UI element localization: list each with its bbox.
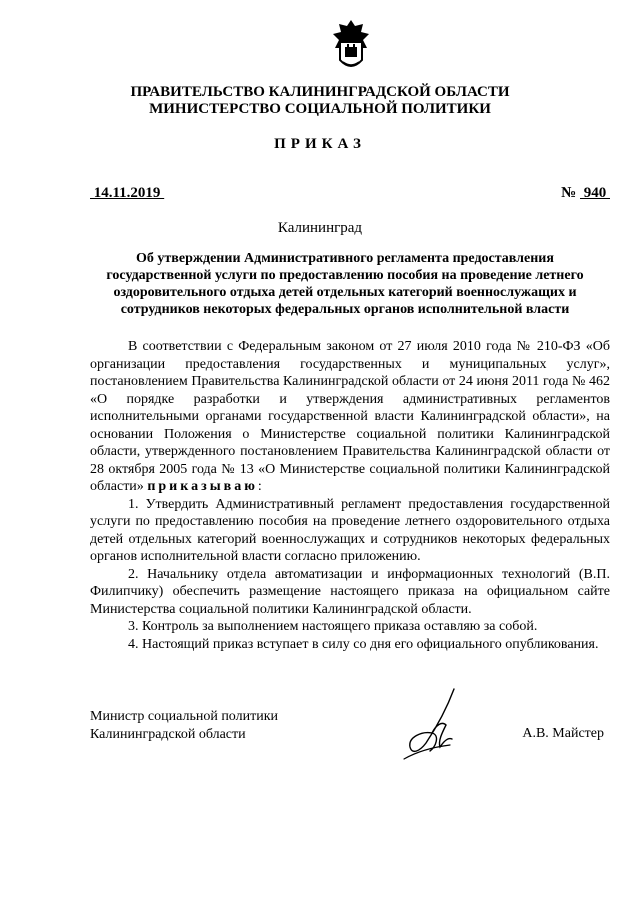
position-line-2: Калининградской области: [90, 727, 246, 742]
item-3: 3. Контроль за выполнением настоящего приказа оставляю за собой.: [128, 619, 538, 634]
coat-of-arms-icon: [327, 18, 375, 74]
order-title: Об утверждении Административного регламента предоставления государственной услуги по предоставлению пособия на проведение летнего оздоровительного отдыха детей отдельных категорий военнослужащих и сотрудников некоторых федеральных органов исполнительной власти: [106, 251, 584, 317]
city: Калининград: [277, 220, 363, 236]
order-number: [561, 185, 610, 202]
signatory-position: [90, 708, 278, 744]
org-line-2: МИНИСТЕРСТВО СОЦИАЛЬНОЙ ПОЛИТИКИ: [149, 101, 491, 117]
item-2: 2. Начальнику отдела автоматизации и информационных технологий (В.П. Филипчику) обеспечить размещение настоящего приказа на официальном сайте Министерства социальной политики Калининградской области.: [90, 566, 610, 617]
handwritten-signature: [392, 685, 472, 765]
order-body: [90, 338, 610, 653]
order-word: приказываю: [147, 479, 258, 494]
number-value: 940: [580, 185, 610, 201]
preamble-paragraph: [90, 338, 610, 496]
order-date: 14.11.2019: [90, 185, 165, 201]
item-1: 1. Утвердить Административный регламент предоставления государственной услуги по предоставлению пособия на проведение летнего оздоровительного отдыха детей отдельных категорий военнослужащих и сотрудников некоторых федеральных органов исполнительной власти согласно приложению.: [90, 496, 610, 564]
org-line-1: ПРАВИТЕЛЬСТВО КАЛИНИНГРАДСКОЙ ОБЛАСТИ: [130, 84, 510, 100]
order-colon: :: [257, 479, 262, 494]
number-prefix: №: [561, 185, 580, 201]
document-type: ПРИКАЗ: [274, 136, 366, 152]
preamble-text: В соответствии с Федеральным законом от 27 июля 2010 года № 210-ФЗ «Об организации предоставления государственных и муниципальных услуг», постановлением Правительства Калининградской области от 24 июня 2011 года № 462 «О порядке разработки и утверждения административных регламентов исполнительными органами государственной власти Калининградской области», на основании Положения о Министерстве социальной политики Калининградской области, утвержденного постановлением Правительства Калининградской области от 28 октября 2005 года № 13 «О Министерстве социальной политики Калининградской области»: [90, 339, 610, 494]
signatory-name: А.В. Майстер: [522, 726, 604, 741]
item-4: 4. Настоящий приказ вступает в силу со дня его официального опубликования.: [128, 636, 599, 652]
position-line-1: Министр социальной политики: [90, 709, 279, 724]
